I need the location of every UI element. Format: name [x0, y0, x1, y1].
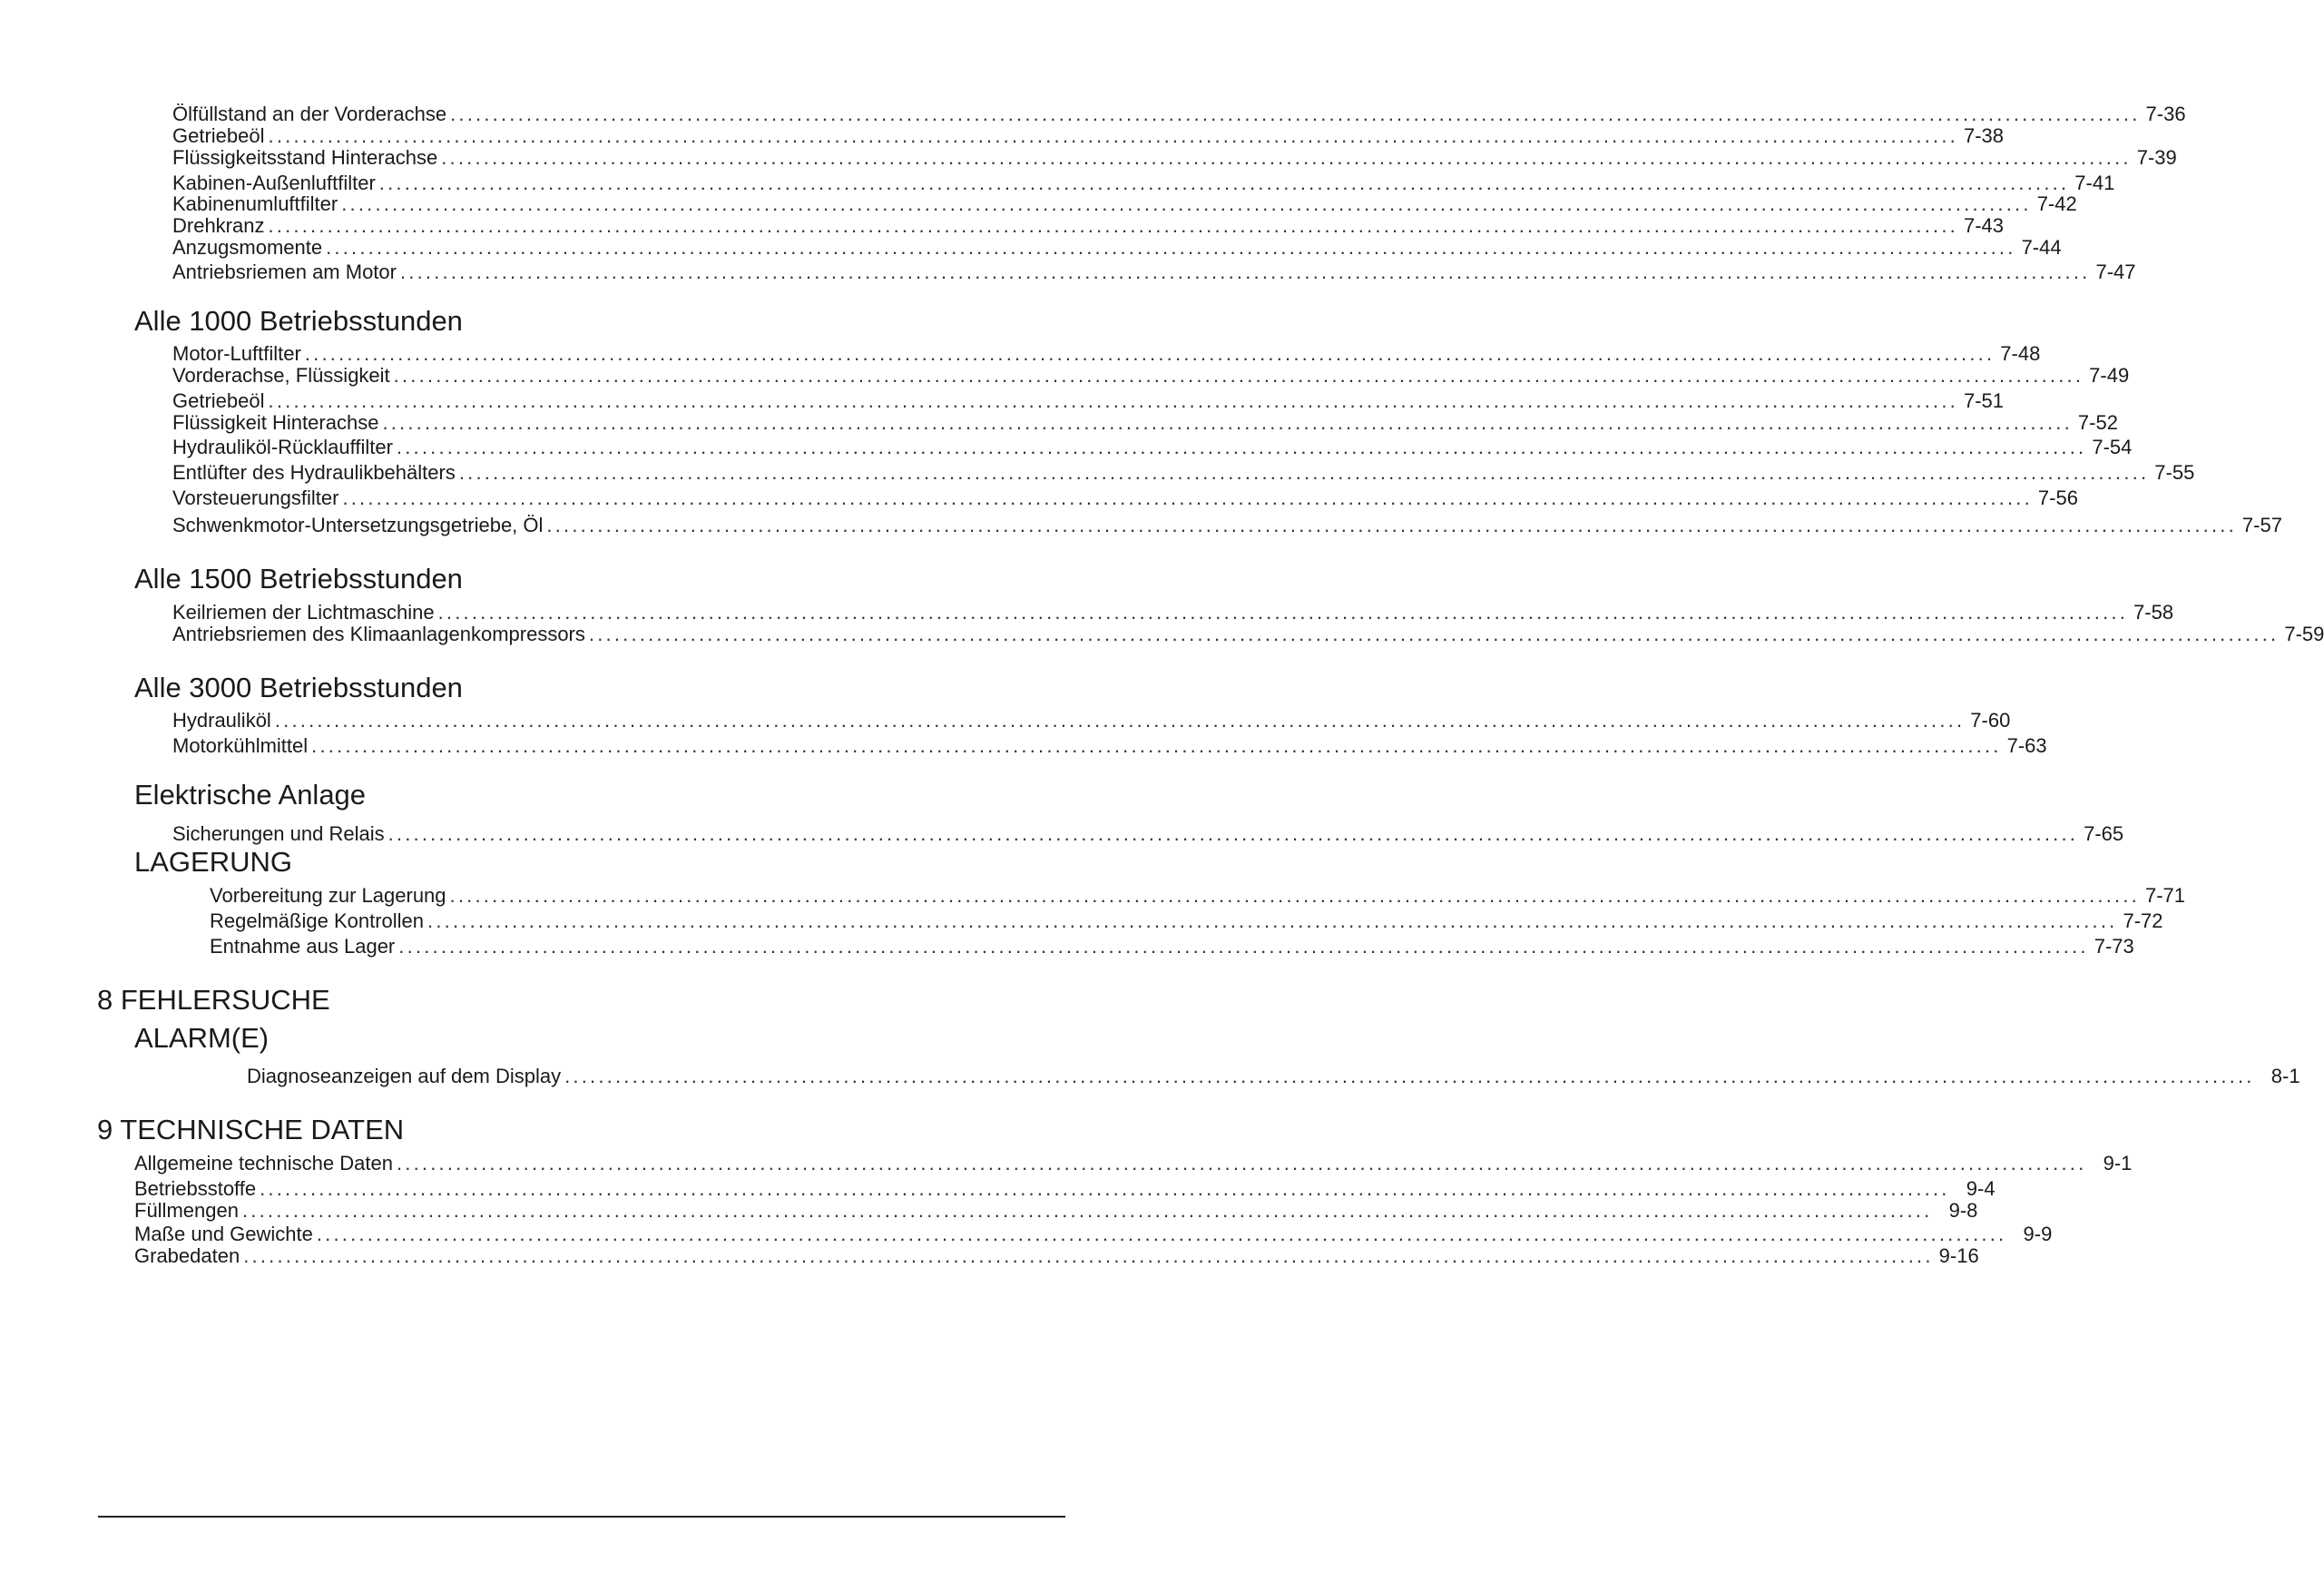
- toc-section-heading: LAGERUNG: [134, 846, 292, 878]
- toc-page-number: 7-52: [2077, 411, 2118, 434]
- toc-page-number: 7-38: [1963, 124, 2005, 147]
- toc-leader-dots: ........................................................................................................................................................................................................: [398, 935, 2089, 958]
- toc-entry-label: Vorsteuerungsfilter: [172, 486, 339, 509]
- toc-leader-dots: ........................................................................................................................................................................................................: [441, 146, 2132, 169]
- toc-entry[interactable]: [172, 822, 2124, 846]
- toc-entry-label: Entlüfter des Hydraulikbehälters: [172, 461, 456, 484]
- toc-leader-dots: ........................................................................................................................................................................................................: [427, 909, 2118, 932]
- toc-entry[interactable]: [172, 601, 2174, 624]
- toc-leader-dots: ........................................................................................................................................................................................................: [449, 884, 2140, 907]
- toc-section-heading: ALARM(E): [134, 1022, 270, 1054]
- toc-page-number: 8-1: [2270, 1065, 2300, 1087]
- toc-leader-dots: ........................................................................................................................................................................................................: [316, 1223, 2007, 1245]
- toc-entry-label: Hydrauliköl: [172, 709, 271, 732]
- toc-page-number: 7-48: [2000, 342, 2041, 365]
- toc-page-number: 7-58: [2133, 601, 2174, 624]
- toc-entry[interactable]: [172, 124, 2005, 148]
- toc-leader-dots: ........................................................................................................................................................................................................: [268, 389, 1958, 412]
- toc-page-number: 9-16: [1938, 1244, 1979, 1267]
- toc-entry[interactable]: [172, 486, 2078, 510]
- toc-leader-dots: ........................................................................................................................................................................................................: [268, 214, 1958, 237]
- toc-entry[interactable]: [172, 734, 2047, 758]
- toc-leader-dots: ........................................................................................................................................................................................................: [243, 1244, 1934, 1267]
- toc-entry-label: Vorderachse, Flüssigkeit: [172, 364, 390, 387]
- toc-page-number: 9-8: [1948, 1199, 1978, 1222]
- toc-page-number: 7-44: [2021, 236, 2062, 259]
- toc-entry[interactable]: [210, 884, 2186, 908]
- toc-leader-dots: ........................................................................................................................................................................................................: [311, 734, 2002, 757]
- toc-entry[interactable]: [134, 1152, 2133, 1175]
- toc-leader-dots: ........................................................................................................................................................................................................: [382, 411, 2073, 434]
- toc-entry-label: Drehkranz: [172, 214, 265, 237]
- toc-entry[interactable]: [172, 192, 2077, 216]
- toc-page-number: 7-49: [2089, 364, 2130, 387]
- toc-entry[interactable]: [172, 436, 2133, 459]
- toc-page-number: 7-42: [2036, 192, 2077, 215]
- toc-page-number: 7-72: [2123, 909, 2163, 932]
- toc-leader-dots: ........................................................................................................................................................................................................: [304, 342, 1996, 365]
- toc-leader-dots: ........................................................................................................................................................................................................: [260, 1177, 1950, 1200]
- toc-entry[interactable]: [172, 709, 2011, 732]
- toc-entry[interactable]: [172, 461, 2195, 485]
- toc-page-number: 7-59: [2284, 623, 2324, 645]
- toc-leader-dots: ........................................................................................................................................................................................................: [450, 103, 2141, 125]
- toc-page-number: 7-47: [2095, 260, 2136, 283]
- toc-page-number: 9-1: [2103, 1152, 2133, 1174]
- toc-section-heading: Alle 1000 Betriebsstunden: [134, 305, 463, 337]
- toc-leader-dots: ........................................................................................................................................................................................................: [274, 709, 1966, 732]
- footer-rule: [98, 1516, 1065, 1518]
- toc-entry[interactable]: [172, 623, 2324, 646]
- toc-entry-label: Flüssigkeitsstand Hinterachse: [172, 146, 438, 169]
- toc-leader-dots: ........................................................................................................................................................................................................: [396, 1152, 2087, 1174]
- toc-entry[interactable]: [172, 411, 2118, 435]
- toc-entry-label: Antriebsriemen des Klimaanlagenkompressors: [172, 623, 585, 645]
- toc-entry[interactable]: [172, 236, 2062, 260]
- toc-entry-label: Hydrauliköl-Rücklauffilter: [172, 436, 393, 458]
- toc-leader-dots: ........................................................................................................................................................................................................: [241, 1199, 1933, 1222]
- toc-entry-label: Anzugsmomente: [172, 236, 323, 259]
- toc-page-number: 7-39: [2136, 146, 2177, 169]
- toc-leader-dots: ........................................................................................................................................................................................................: [437, 601, 2129, 624]
- toc-page-number: 7-36: [2145, 103, 2186, 125]
- toc-section-heading: Alle 3000 Betriebsstunden: [134, 672, 463, 703]
- toc-entry-label: Getriebeöl: [172, 124, 265, 147]
- toc-entry-label: Grabedaten: [134, 1244, 240, 1267]
- toc-entry[interactable]: [172, 342, 2041, 366]
- toc-leader-dots: ........................................................................................................................................................................................................: [546, 514, 2237, 536]
- toc-entry[interactable]: [134, 1244, 1979, 1268]
- toc-entry-label: Schwenkmotor-Untersetzungsgetriebe, Öl: [172, 514, 544, 536]
- toc-entry[interactable]: [172, 260, 2136, 284]
- toc-entry-label: Füllmengen: [134, 1199, 239, 1222]
- toc-page-number: 9-9: [2023, 1223, 2053, 1245]
- toc-section-heading: Elektrische Anlage: [134, 779, 367, 811]
- toc-page-number: 7-54: [2092, 436, 2133, 458]
- toc-entry-label: Antriebsriemen am Motor: [172, 260, 397, 283]
- toc-leader-dots: ........................................................................................................................................................................................................: [399, 260, 2091, 283]
- toc-leader-dots: ........................................................................................................................................................................................................: [396, 436, 2087, 458]
- toc-page-number: 7-71: [2145, 884, 2186, 907]
- toc-leader-dots: ........................................................................................................................................................................................................: [564, 1065, 2255, 1087]
- toc-leader-dots: ........................................................................................................................................................................................................: [268, 124, 1958, 147]
- toc-entry[interactable]: [172, 146, 2177, 170]
- toc-entry-label: Getriebeöl: [172, 389, 265, 412]
- toc-entry-label: Entnahme aus Lager: [210, 935, 396, 958]
- toc-page-number: 7-73: [2094, 935, 2134, 958]
- toc-section-heading: Alle 1500 Betriebsstunden: [134, 563, 463, 595]
- toc-chapter-heading: 8 FEHLERSUCHE: [97, 984, 330, 1016]
- toc-entry-label: Motorkühlmittel: [172, 734, 309, 757]
- toc-page-number: 7-65: [2084, 822, 2124, 845]
- toc-entry[interactable]: [247, 1065, 2300, 1088]
- toc-entry[interactable]: [210, 935, 2134, 958]
- toc-leader-dots: ........................................................................................................................................................................................................: [341, 192, 2032, 215]
- toc-page-number: 7-60: [1970, 709, 2011, 732]
- toc-entry[interactable]: [172, 389, 2005, 413]
- toc-entry-label: Vorbereitung zur Lagerung: [210, 884, 446, 907]
- toc-entry-label: Sicherungen und Relais: [172, 822, 385, 845]
- toc-entry-label: Diagnoseanzeigen auf dem Display: [247, 1065, 562, 1087]
- toc-entry-label: Ölfüllstand an der Vorderachse: [172, 103, 447, 125]
- toc-entry[interactable]: [134, 1177, 1996, 1201]
- toc-leader-dots: ........................................................................................................................................................................................................: [342, 486, 2033, 509]
- toc-chapter-heading: 9 TECHNISCHE DATEN: [97, 1114, 405, 1145]
- toc-leader-dots: ........................................................................................................................................................................................................: [378, 172, 2070, 194]
- toc-page-number: 7-56: [2037, 486, 2078, 509]
- toc-entry[interactable]: [172, 364, 2130, 388]
- toc-page-number: 9-4: [1966, 1177, 1996, 1200]
- toc-page-number: 7-55: [2154, 461, 2195, 484]
- toc-entry-label: Regelmäßige Kontrollen: [210, 909, 425, 932]
- toc-leader-dots: ........................................................................................................................................................................................................: [387, 822, 2079, 845]
- toc-page-number: 7-57: [2241, 514, 2282, 536]
- toc-entry[interactable]: [210, 909, 2163, 933]
- toc-entry-label: Allgemeine technische Daten: [134, 1152, 393, 1174]
- toc-entry-label: Keilriemen der Lichtmaschine: [172, 601, 435, 624]
- toc-page-number: 7-63: [2006, 734, 2047, 757]
- toc-entry[interactable]: [134, 1199, 1978, 1223]
- toc-entry-label: Betriebsstoffe: [134, 1177, 257, 1200]
- toc-entry-label: Motor-Luftfilter: [172, 342, 301, 365]
- toc-page-number: 7-41: [2074, 172, 2115, 194]
- toc-entry[interactable]: [172, 514, 2282, 537]
- toc-entry[interactable]: [134, 1223, 2053, 1246]
- toc-entry-label: Kabinen-Außenluftfilter: [172, 172, 376, 194]
- toc-leader-dots: ........................................................................................................................................................................................................: [326, 236, 2016, 259]
- toc-page-number: 7-51: [1963, 389, 2005, 412]
- toc-entry[interactable]: [172, 214, 2004, 238]
- toc-entry-label: Flüssigkeit Hinterachse: [172, 411, 379, 434]
- toc-page-number: 7-43: [1963, 214, 2004, 237]
- toc-leader-dots: ........................................................................................................................................................................................................: [588, 623, 2280, 645]
- toc-entry-label: Kabinenumluftfilter: [172, 192, 338, 215]
- toc-entry-label: Maße und Gewichte: [134, 1223, 313, 1245]
- toc-leader-dots: ........................................................................................................................................................................................................: [458, 461, 2150, 484]
- toc-entry[interactable]: [172, 103, 2186, 126]
- toc-leader-dots: ........................................................................................................................................................................................................: [393, 364, 2084, 387]
